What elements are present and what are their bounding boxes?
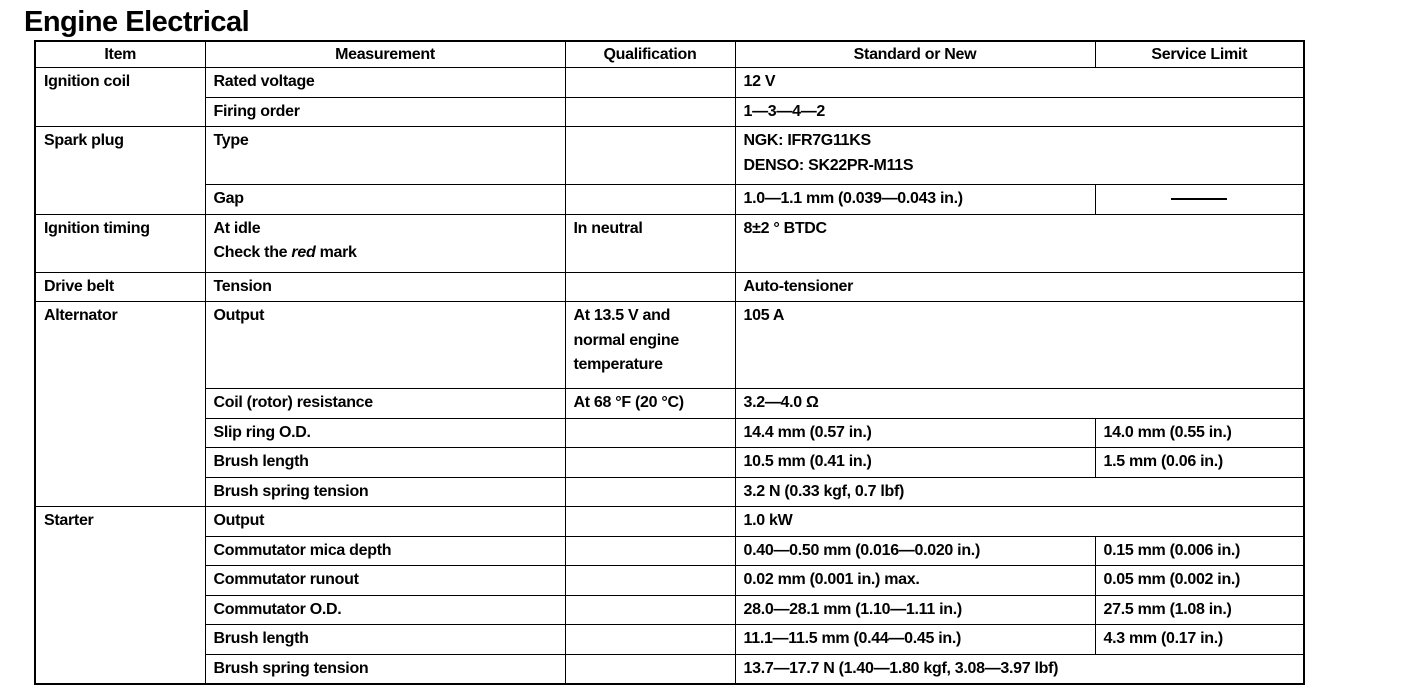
header-qualification: Qualification	[565, 41, 735, 68]
qualification-cell	[565, 566, 735, 596]
qualification-cell	[565, 507, 735, 537]
header-standard: Standard or New	[735, 41, 1095, 68]
standard-cell: 1—3—4—2	[735, 97, 1304, 127]
qualification-cell: In neutral	[565, 214, 735, 272]
standard-cell: 12 V	[735, 68, 1304, 98]
table-row	[35, 418, 1304, 448]
table-row	[35, 272, 1304, 302]
item-cell: Starter	[35, 507, 205, 685]
table-row	[35, 389, 1304, 419]
measurement-cell: Slip ring O.D.	[205, 418, 565, 448]
standard-cell: 13.7—17.7 N (1.40—1.80 kgf, 3.08—3.97 lbf)	[735, 654, 1304, 684]
standard-cell: 8±2 ° BTDC	[735, 214, 1304, 272]
measurement-cell: Brush length	[205, 625, 565, 655]
measurement-cell: Brush length	[205, 448, 565, 478]
qualification-cell: At 68 °F (20 °C)	[565, 389, 735, 419]
table-row	[35, 302, 1304, 389]
standard-cell: 3.2—4.0 Ω	[735, 389, 1304, 419]
standard-cell: 0.40—0.50 mm (0.016—0.020 in.)	[735, 536, 1095, 566]
qualification-cell	[565, 418, 735, 448]
table-row	[35, 477, 1304, 507]
table-row	[35, 625, 1304, 655]
qualification-cell	[565, 625, 735, 655]
measurement-line: At idle	[213, 219, 261, 237]
item-cell: Ignition coil	[35, 68, 205, 127]
qualification-cell	[565, 536, 735, 566]
service-limit-cell: 1.5 mm (0.06 in.)	[1095, 448, 1304, 478]
table-row	[35, 68, 1304, 98]
standard-cell	[735, 127, 1304, 185]
table-row	[35, 97, 1304, 127]
table-row	[35, 654, 1304, 684]
item-cell: Spark plug	[35, 127, 205, 215]
qualification-cell	[565, 654, 735, 684]
qualification-cell	[565, 68, 735, 98]
table-row	[35, 566, 1304, 596]
red-emphasis: red	[291, 244, 316, 261]
item-cell: Ignition timing	[35, 214, 205, 272]
item-cell: Alternator	[35, 302, 205, 507]
qualification-cell	[565, 448, 735, 478]
standard-cell: 105 A	[735, 302, 1304, 389]
qualification-line: temperature	[573, 356, 663, 373]
standard-line: DENSO: SK22PR-M11S	[743, 156, 914, 174]
qualification-cell	[565, 595, 735, 625]
header-measurement: Measurement	[205, 41, 565, 68]
measurement-cell: Gap	[205, 185, 565, 215]
service-limit-cell: 0.05 mm (0.002 in.)	[1095, 566, 1304, 596]
measurement-cell: Brush spring tension	[205, 477, 565, 507]
standard-cell: 14.4 mm (0.57 in.)	[735, 418, 1095, 448]
no-limit-dash	[1171, 198, 1227, 200]
qualification-cell	[565, 97, 735, 127]
service-limit-cell	[1095, 185, 1304, 215]
measurement-cell: Commutator mica depth	[205, 536, 565, 566]
standard-cell: 28.0—28.1 mm (1.10—1.11 in.)	[735, 595, 1095, 625]
measurement-cell	[205, 214, 565, 272]
qualification-cell	[565, 127, 735, 185]
page-title: Engine Electrical	[24, 6, 250, 38]
table-row	[35, 185, 1304, 215]
standard-cell: Auto-tensioner	[735, 272, 1304, 302]
header-service-limit: Service Limit	[1095, 41, 1304, 68]
measurement-cell: Rated voltage	[205, 68, 565, 98]
measurement-cell: Brush spring tension	[205, 654, 565, 684]
table-row	[35, 595, 1304, 625]
qualification-line: normal engine	[573, 331, 679, 349]
measurement-cell: Firing order	[205, 97, 565, 127]
measurement-cell: Coil (rotor) resistance	[205, 389, 565, 419]
standard-cell: 11.1—11.5 mm (0.44—0.45 in.)	[735, 625, 1095, 655]
service-limit-cell: 0.15 mm (0.006 in.)	[1095, 536, 1304, 566]
qualification-line: At 13.5 V and	[573, 307, 671, 324]
service-limit-cell: 27.5 mm (1.08 in.)	[1095, 595, 1304, 625]
standard-cell: 0.02 mm (0.001 in.) max.	[735, 566, 1095, 596]
qualification-cell	[565, 185, 735, 215]
standard-cell: 1.0 kW	[735, 507, 1304, 537]
header-item: Item	[35, 41, 205, 68]
table-row	[35, 127, 1304, 185]
service-limit-cell: 14.0 mm (0.55 in.)	[1095, 418, 1304, 448]
measurement-cell: Output	[205, 302, 565, 389]
table-row	[35, 507, 1304, 537]
table-header-row	[35, 41, 1304, 68]
measurement-cell: Commutator runout	[205, 566, 565, 596]
standard-line: NGK: IFR7G11KS	[743, 132, 871, 149]
standard-cell: 3.2 N (0.33 kgf, 0.7 lbf)	[735, 477, 1304, 507]
measurement-cell: Tension	[205, 272, 565, 302]
qualification-cell	[565, 477, 735, 507]
table-row	[35, 214, 1304, 272]
specifications-table	[34, 40, 1305, 685]
measurement-line: Check the red mark	[213, 244, 357, 261]
qualification-cell	[565, 272, 735, 302]
measurement-cell: Type	[205, 127, 565, 185]
standard-cell: 10.5 mm (0.41 in.)	[735, 448, 1095, 478]
standard-cell: 1.0—1.1 mm (0.039—0.043 in.)	[735, 185, 1095, 215]
qualification-cell	[565, 302, 735, 389]
service-limit-cell: 4.3 mm (0.17 in.)	[1095, 625, 1304, 655]
table-row	[35, 536, 1304, 566]
measurement-cell: Output	[205, 507, 565, 537]
table-row	[35, 448, 1304, 478]
item-cell: Drive belt	[35, 272, 205, 302]
measurement-cell: Commutator O.D.	[205, 595, 565, 625]
